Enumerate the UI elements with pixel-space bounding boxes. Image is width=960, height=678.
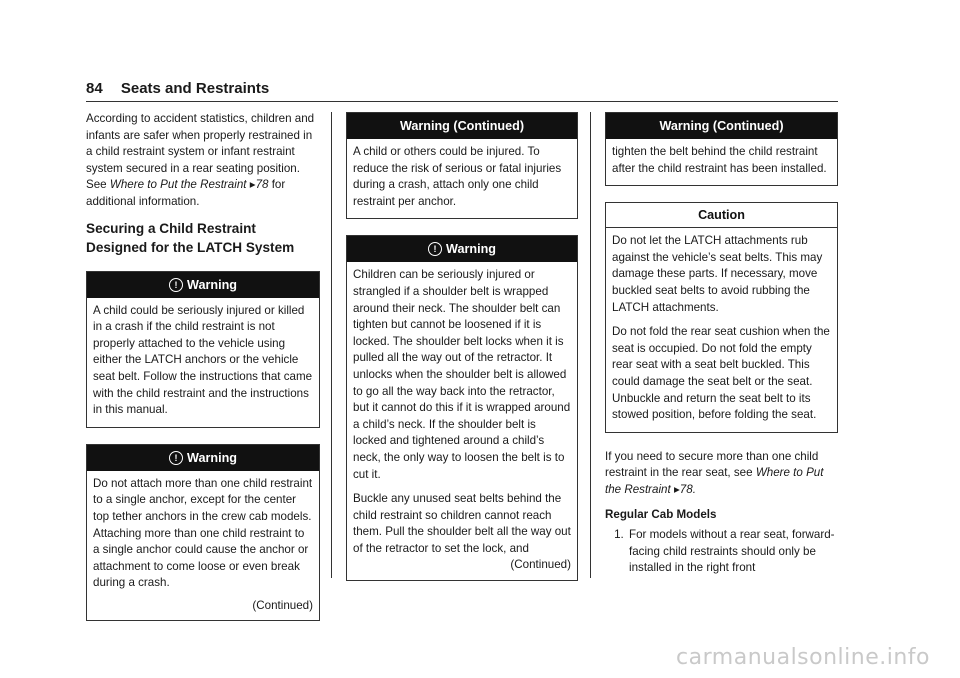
warning-title: Warning — [187, 450, 237, 465]
continued-label: (Continued) — [252, 598, 313, 612]
section-title: Seats and Restraints — [120, 80, 270, 97]
warning-continued-box-1 — [346, 112, 578, 219]
watermark: carmanualsonline.info — [676, 645, 930, 670]
caution-header: Caution — [606, 203, 837, 228]
page-reference-arrow-icon: ▸ — [249, 178, 256, 192]
warning-box-1-header — [87, 272, 319, 298]
where-to-put-restraint-link[interactable]: Where to Put the Restraint — [605, 466, 824, 496]
continued-label: (Continued) — [510, 558, 571, 572]
page-ref-number[interactable]: 78. — [679, 482, 696, 496]
page-header — [86, 80, 269, 97]
multiple-restraints-paragraph — [605, 449, 838, 499]
page-number: 84 — [86, 80, 103, 97]
column-3 — [605, 112, 838, 577]
warning-box-1 — [86, 271, 320, 428]
warning-circle-icon: ! — [169, 451, 183, 465]
warning-continued-box-2 — [605, 112, 838, 186]
list-item: 1. For models without a rear seat, forward-facing child restraints should only be installed in the right front — [627, 527, 838, 577]
page-ref-number[interactable]: 78 — [255, 178, 269, 192]
regular-cab-list — [605, 527, 838, 577]
see-prefix: See — [86, 178, 107, 192]
warning-box-3 — [346, 235, 578, 581]
latch-heading: Securing a Child Restraint Designed for the LATCH System — [86, 220, 295, 255]
warning-circle-icon: ! — [169, 278, 183, 292]
warning-continued-text: tighten the belt behind the child restraint after the child restraint has been installed. — [612, 145, 827, 175]
warning-2-text: Do not attach more than one child restraint to a single anchor, except for the center top tether anchors in the crew cab models. Attaching more than one child restraint to a single anchor could cause the anchor or attachment to come loose or even break during a crash. — [93, 476, 313, 590]
column-divider-2 — [590, 112, 591, 578]
intro-paragraph — [86, 111, 320, 211]
intro-text: According to accident statistics, children and infants are safer when properly restrained in a child restraint system or infant restraint system secured in a rear seating position. — [86, 112, 315, 175]
column-1 — [86, 111, 320, 637]
regular-cab-subhead: Regular Cab Models — [605, 507, 717, 521]
warning-continued-header: Warning (Continued) — [347, 113, 577, 139]
page-reference-arrow-icon: ▸ — [673, 482, 680, 496]
header-rule — [86, 101, 838, 102]
warning-box-2 — [86, 444, 320, 622]
warning-1-text: A child could be seriously injured or killed in a crash if the child restraint is not properly attached to the vehicle using either the LATCH anchors or the vehicle seat belt. Follow the instructions that came with the child restraint and the instructions in this manual. — [93, 303, 313, 417]
warning-circle-icon: ! — [428, 242, 442, 256]
where-to-put-restraint-link[interactable]: Where to Put the Restraint — [109, 178, 247, 192]
caution-paragraph-2: Do not fold the rear seat cushion when the seat is occupied. Do not fold the empty rear seat with a seat belt buckled. This could damage the seat belt or the seat. Unbuckle and return the seat belt to its stowed position, before folding the seat. — [612, 325, 830, 422]
caution-paragraph-1: Do not let the LATCH attachments rub against the vehicle’s seat belts. This may damage these parts. If necessary, move buckled seat belts to avoid rubbing the LATCH attachments. — [612, 234, 823, 314]
warning-continued-text: A child or others could be injured. To reduce the risk of serious or fatal injuries during a crash, attach only one child restraint per anchor. — [353, 145, 562, 208]
para-prefix: If you need to secure more than one child restraint in the rear seat, see — [605, 449, 819, 480]
warning-title: Warning — [187, 277, 237, 292]
warning-box-2-header — [87, 445, 319, 471]
caution-box — [605, 202, 838, 433]
warning-3-paragraph-1: Children can be seriously injured or strangled if a shoulder belt is wrapped around their neck. The shoulder belt can tighten but cannot be loosened if it is locked. The shoulder belt locks when it is pulled all the way out of the retractor. It unlocks when the shoulder belt is allowed to go all the way back into the retractor, but it cannot do this if it is wrapped around a child’s neck. If the shoulder belt is locked and tightened around a child’s neck, the only way to loosen the belt is to cut it. — [353, 268, 571, 481]
warning-3-paragraph-2: Buckle any unused seat belts behind the child restraint so children cannot reach them. Pull the shoulder belt all the way out of the retractor to set the lock, and — [353, 492, 571, 555]
warning-continued-header: Warning (Continued) — [606, 113, 837, 139]
column-divider-1 — [331, 112, 332, 578]
see-suffix: for additional information. — [86, 178, 286, 208]
column-2 — [346, 112, 578, 597]
warning-box-3-header — [347, 236, 577, 262]
warning-title: Warning — [446, 242, 496, 257]
